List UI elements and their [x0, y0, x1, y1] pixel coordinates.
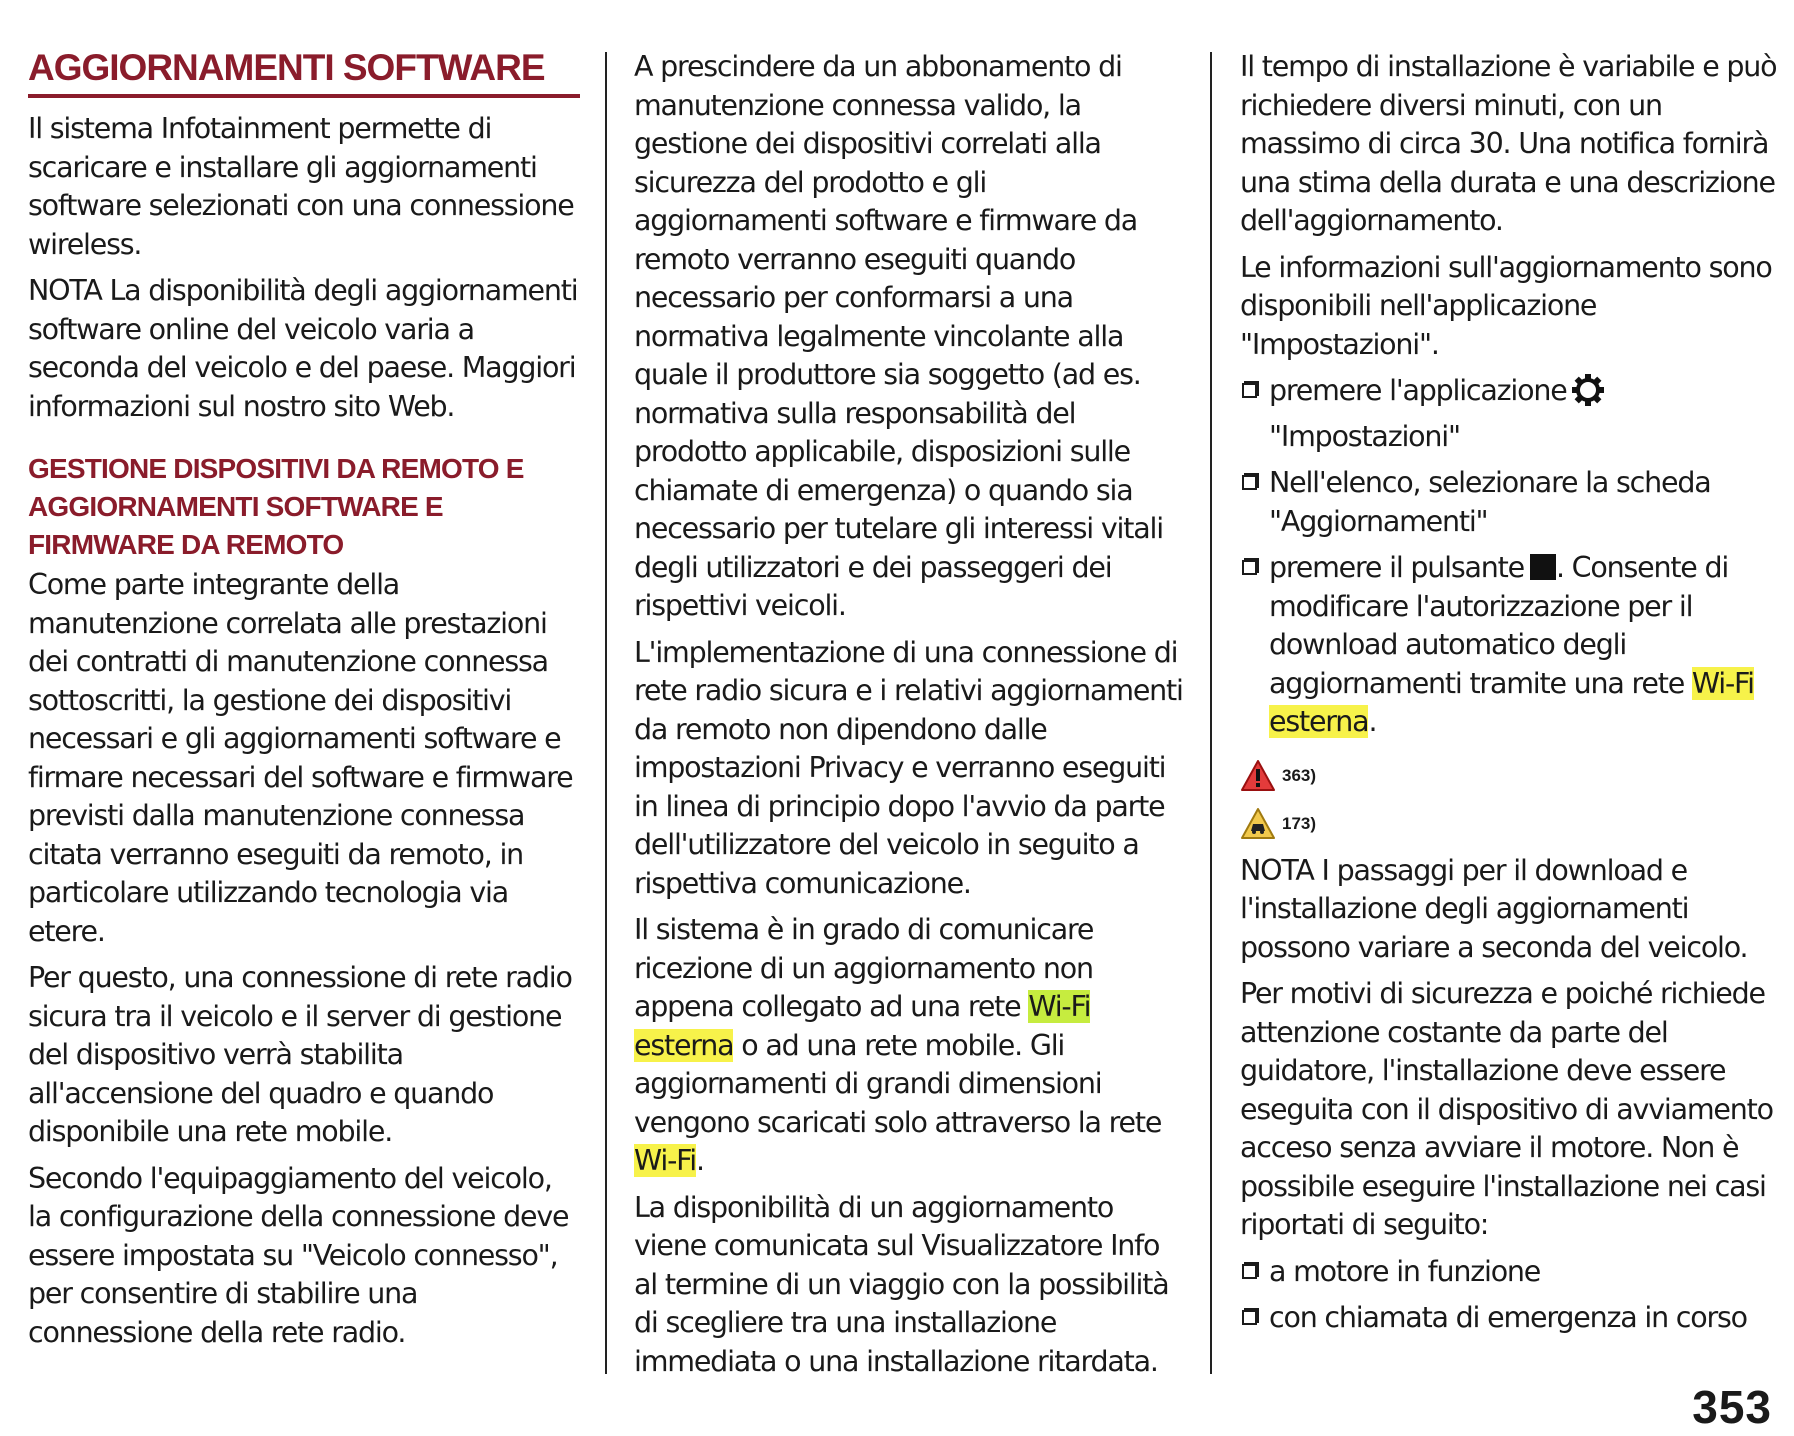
checkbox-icon — [1242, 475, 1257, 490]
list-item-text: Nell'elenco, selezionare la scheda "Aggiornamenti" — [1269, 466, 1711, 538]
paragraph-wifi — [634, 911, 1186, 1181]
paragraph: A prescindere da un abbonamento di manutenzione connessa valido, la gestione dei dispositivi correlati alla sicurezza del prodotto e gli aggiornamenti software e firmware da remoto verranno eseguiti quando necessario per conformarsi a una normativa legalmente vincolante alla quale il produttore sia soggetto (ad es. normativa sulla responsabilità del prodotto applicabile, disposizioni sulle chiamate di emergenza) o quando sia necessario per tutelare gli interessi vitali degli utilizzatori e dei passeggeri dei rispettivi veicoli. — [634, 50, 1163, 622]
list-item-text — [1269, 372, 1605, 456]
paragraph: Secondo l'equipaggiamento del veicolo, la configurazione della connessione deve essere impostata su "Veicolo connesso", per consentire di stabilire una connessione della rete radio. — [28, 1161, 569, 1349]
list-item — [1240, 549, 1780, 742]
text: . Consente di modificare l'autorizzazione per il download automatico degli aggiornamenti tramite una rete — [1269, 551, 1729, 700]
gear-icon — [1571, 373, 1605, 418]
text: premere l'applicazione — [1269, 374, 1567, 407]
warning-icon — [1240, 759, 1276, 793]
highlight-wifi-esterna: Wi-Fi esterna — [1269, 666, 1754, 738]
list-item — [1240, 464, 1780, 541]
attention-reference — [1240, 804, 1780, 844]
highlight-esterna: esterna — [634, 1028, 734, 1062]
column-1 — [28, 44, 580, 1360]
highlight-wifi: Wi-Fi — [1028, 990, 1091, 1023]
paragraph: Il tempo di installazione è variabile e può richiedere diversi minuti, con un massimo di circa 30. Una notifica fornirà una stima della durata e una descrizione dell'aggiornamento. — [1240, 50, 1777, 237]
paragraph: Le informazioni sull'aggiornamento sono disponibili nell'applicazione "Impostazioni". — [1240, 250, 1772, 361]
paragraph: Come parte integrante della manutenzione correlata alle prestazioni dei contratti di manutenzione connessa sottoscritti, la gestione dei dispositivi necessari e gli aggiornamenti software e firmare necessari del software e firmware previsti dalla manutenzione connessa citata verranno eseguiti da remoto, in particolare utilizzando tecnologia via etere. — [28, 568, 573, 948]
list-item — [1240, 372, 1780, 456]
list-item — [1240, 1253, 1780, 1292]
paragraph: La disponibilità di un aggiornamento viene comunicata sul Visualizzatore Info al termine di un viaggio con la possibilità di scegliere tra una installazione immediata o una installazione ritardata. — [634, 1190, 1169, 1378]
attention-car-icon — [1240, 807, 1276, 841]
paragraph: Per questo, una connessione di rete radio sicura tra il veicolo e il server di gestione del dispositivo verrà stabilita all'accensione del quadro e quando disponibile una rete mobile. — [28, 961, 572, 1148]
column-3 — [1240, 48, 1780, 1346]
column-2 — [634, 48, 1186, 1389]
note-paragraph: NOTA I passaggi per il download e l'installazione degli aggiornamenti possono variare a seconda del veicolo. — [1240, 853, 1748, 964]
warning-ref-number: 363) — [1282, 765, 1317, 785]
warning-reference — [1240, 756, 1780, 796]
list-item-text — [1269, 549, 1780, 742]
paragraph: Per motivi di sicurezza e poiché richiede attenzione costante da parte del guidatore, l'installazione deve essere eseguita con il dispositivo di avviamento acceso senza avviare il motore. Non è possibile eseguire l'installazione nei casi riportati di seguito: — [1240, 977, 1773, 1241]
text: . — [696, 1144, 704, 1177]
button-square-icon — [1530, 554, 1556, 580]
text: premere il pulsante — [1269, 551, 1524, 584]
checkbox-icon — [1242, 1264, 1257, 1279]
list-item — [1240, 1299, 1780, 1338]
section-title: AGGIORNAMENTI SOFTWARE — [28, 44, 580, 98]
paragraph: Il sistema Infotainment permette di scaricare e installare gli aggiornamenti software selezionati con una connessione wireless. — [28, 112, 574, 261]
subsection-title: GESTIONE DISPOSITIVI DA REMOTO E AGGIORNAMENTI SOFTWARE E FIRMWARE DA REMOTO — [28, 453, 524, 560]
text: "Impostazioni" — [1269, 419, 1460, 453]
list-item-text: a motore in funzione — [1269, 1254, 1541, 1288]
text: . — [1368, 705, 1377, 738]
column-divider-left — [605, 52, 607, 1374]
checkbox-icon — [1242, 1310, 1257, 1325]
text: o ad una rete mobile. Gli aggiornamenti di grandi dimensioni vengono scaricati solo attraverso la rete — [634, 1028, 1162, 1139]
highlight-wifi: Wi-Fi — [634, 1144, 696, 1177]
text: Il sistema è in grado di comunicare ricezione di un aggiornamento non appena collegato ad una rete — [634, 913, 1094, 1023]
list-item-text: con chiamata di emergenza in corso — [1269, 1301, 1747, 1334]
column-divider-right — [1210, 52, 1212, 1374]
checkbox-icon — [1242, 383, 1257, 398]
page-number: 353 — [1692, 1381, 1772, 1433]
attention-ref-number: 173) — [1282, 813, 1317, 833]
checkbox-icon — [1242, 560, 1257, 575]
paragraph: L'implementazione di una connessione di rete radio sicura e i relativi aggiornamenti da remoto non dipendono dalle impostazioni Privacy e verranno eseguiti in linea di principio dopo l'avvio da parte dell'utilizzatore del veicolo in seguito a rispettiva comunicazione. — [634, 635, 1183, 900]
note-paragraph: NOTA La disponibilità degli aggiornamenti software online del veicolo varia a seconda del veicolo e del paese. Maggiori informazioni sul nostro sito Web. — [28, 274, 578, 423]
